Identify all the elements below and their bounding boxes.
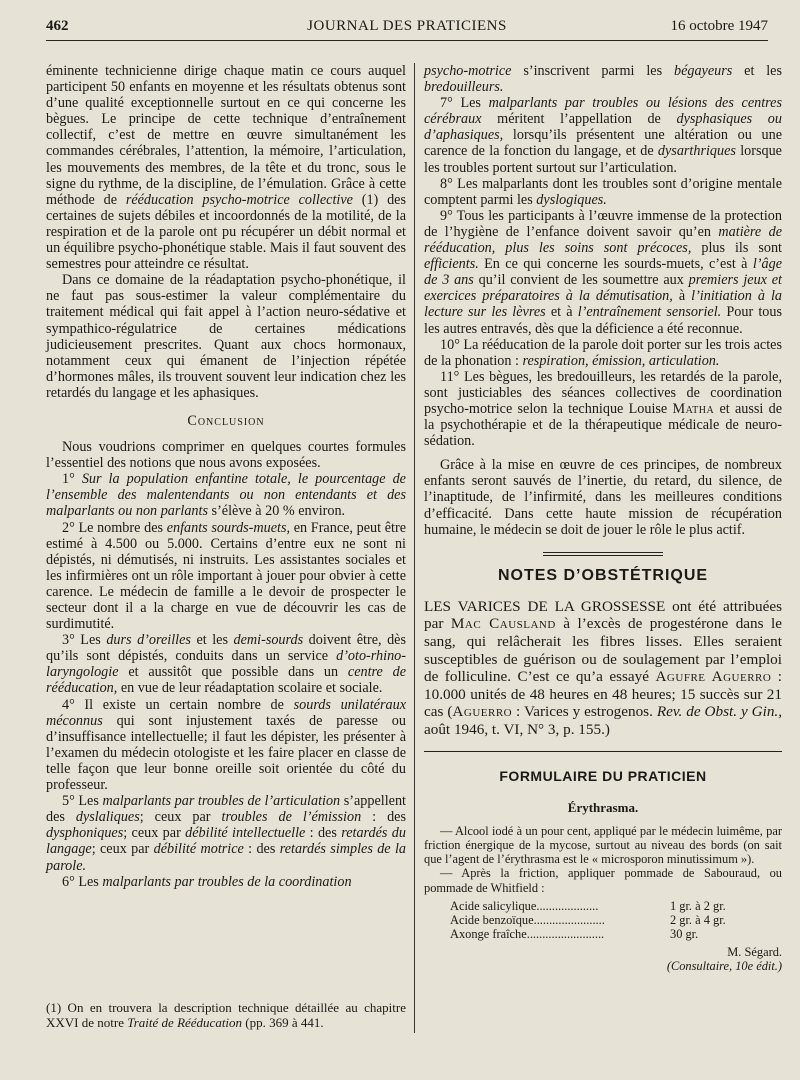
page-number: 462 <box>46 18 69 34</box>
conclusion-point-3 <box>46 632 406 696</box>
text-run: dysphoniques <box>46 825 124 842</box>
erythrasma-title: Érythrasma. <box>567 799 639 815</box>
text-run: Rev. de Obst. y Gin., <box>656 703 783 721</box>
conclusion-point-7 <box>424 95 782 175</box>
text-run: lorsque les troubles portent surtout sur l’articulation. <box>424 143 782 176</box>
text-run: en France, peut être estimé à 4.500 ou 5.000. Certains d’entre eux ne sont ni dépistés, ni démutisés, ni instruits. Les assistantes sociales et les infirmières ont un rôle important à jouer pour obvier à cette carence. Le médecin de famille a le devoir de prospecter le secteur dont il a la charge en vue de découvrir les cas de surdimutité. <box>46 519 406 633</box>
paragraph-readaptation: Dans ce domaine de la réadaptation psycho-phonétique, il ne faut pas sous-estimer la valeur complémentaire du traitement médical qui fait appel à l’action neuro-sédative et sympathico-régulatrice de certaines médications judicieusement prescrites. Quant aux chocs hormonaux, notamment ceux qui émanent de l’injection répétée d’hormones mâles, ils trouvent souvent leur indication chez les retardés du langage et les aphasiques. <box>46 272 406 401</box>
formulaire-text-2: — Après la friction, appliquer pommade de Sabouraud, ou pommade de Whitfield : <box>424 866 782 895</box>
text-run: psycho-motrice <box>424 63 512 79</box>
paragraph-technique <box>46 63 406 272</box>
text-run: août 1946, t. VI, N° 3, p. 155.) <box>424 720 610 738</box>
journal-title: JOURNAL DES PRATICIENS <box>307 18 507 34</box>
formulaire-rule <box>424 751 782 758</box>
text-run: demi-sourds <box>233 632 304 649</box>
left-column <box>46 63 406 1048</box>
text-run: d’oto-rhino-laryngologie <box>46 648 406 681</box>
text-run: s’élève à 20 % environ. <box>208 503 346 520</box>
text-run: 10° La rééducation de la parole doit porter sur les trois actes de la phonation : <box>424 336 782 369</box>
text-run: 4° Il existe un certain nombre de <box>62 696 294 713</box>
column-divider <box>414 63 415 1033</box>
text-run: 8° Les malparlants dont les troubles sont d’origine mentale comptent parmi les <box>424 175 782 208</box>
conclusion-point-8 <box>424 176 782 208</box>
author-signature: M. Ségard. <box>727 944 782 959</box>
text-run: doivent être, dès qu’ils sont dépistés, conduits dans un service <box>46 632 406 665</box>
text-run: bégayeurs <box>673 63 733 79</box>
text-run: 5° Les <box>62 793 103 810</box>
text-run: ; ceux par <box>91 841 154 858</box>
text-run: et les <box>190 632 234 649</box>
text-run: méritent l’appellation de <box>481 111 677 128</box>
text-run: enfants sourds-muets, <box>166 519 291 536</box>
text-run: malparlants par troubles de l’articulation <box>102 793 341 810</box>
text-run: l’âge de 3 ans <box>424 256 782 289</box>
paragraph-conclusion-intro: Nous voudrions comprimer en quelques courtes formules l’essentiel des notions que nous avons exposées. <box>46 439 406 472</box>
footnote <box>46 1000 406 1030</box>
issue-date: 16 octobre 1947 <box>670 18 768 34</box>
conclusion-point-9 <box>424 208 782 337</box>
conclusion-point-6 <box>46 874 406 890</box>
text-run: à l’excès de progestérone dans le sang, qui relâcherait les fibres lisses. Elles seraient susceptibles de guérison ou de soulagement par l’emploi de folliculine. C’est ce qu’a essayé <box>424 615 782 686</box>
text-run: (1) On en trouvera la description technique détaillée au chapitre XXVI de notre <box>46 1000 406 1030</box>
varices-article <box>424 598 782 739</box>
text-run: Traité de Rééducation <box>127 1015 243 1030</box>
text-run: bredouilleurs. <box>424 79 504 96</box>
text-run: sourds unilatéraux méconnus <box>46 696 406 729</box>
text-run: et aussitôt que possible dans un <box>118 664 348 681</box>
closing-paragraph: Grâce à la mise en œuvre de ces principes, de nombreux enfants seront sauvés de l’inertie, du retard, du silence, de l’inaptitude, de l’infirmité, dans les meilleures conditions d’efficacité. Dans cette haute mission de récupération humaine, le médecin se doit de jouer le rôle le plus actif. <box>424 457 782 538</box>
ingredient-row <box>450 899 780 913</box>
text-run: : 10.000 unités de 48 heures en 48 heures; 15 succès sur 21 cas ( <box>424 668 782 721</box>
right-column <box>424 63 782 1053</box>
text-run: LES VARICES DE LA GROSSESSE ont été attribuées par <box>424 597 782 633</box>
conclusion-point-2 <box>46 520 406 633</box>
text-run: 11° Les bègues, les bredouilleurs, les retardés de la parole, sont justiciables des séances collectives de coordination psycho-motrice selon la technique Louise <box>424 368 782 417</box>
conclusion-point-5 <box>46 793 406 873</box>
text-run: retardés simples de la parole. <box>46 841 406 874</box>
page-header <box>46 16 768 41</box>
ingredient-row <box>450 913 780 927</box>
text-run: et à <box>545 304 578 321</box>
conclusion-point-10 <box>424 337 782 369</box>
text-run: : Varices y estrogenos. <box>512 703 657 721</box>
source-reference: (Consultaire, 10e édit.) <box>666 959 782 974</box>
text-run: dyslaliques <box>75 809 140 826</box>
conclusion-point-6-continued <box>424 63 782 95</box>
text-run: En ce qui concerne les sourds-muets, c’est à <box>478 256 753 273</box>
text-run: : des <box>243 841 280 858</box>
text-run: et les <box>732 63 783 79</box>
text-run: 1° <box>62 471 82 488</box>
text-run: matière de rééducation, plus les soins sont précoces, <box>424 223 783 257</box>
text-run: respiration, émission, articulation. <box>522 352 720 369</box>
text-run: éminente technicienne dirige chaque matin ce cours auquel participent 50 enfants en moyenne et les résultats obtenus sont d’une qualité exceptionnelle surtout en ce qui concerne les bègues. Le principe de cette technique d’entraînement collectif, c’est de mettre en œuvre simultanément les commandes cérébrales, l’attention, la mémoire, l’articulation, les mouvements des membres, de la tête et du tronc, sous le signe du rythme, de la discipline, de l’émulation. Grâce à cette méthode de <box>46 63 406 208</box>
ingredient-name: Acide benzoïque....................... <box>450 912 605 927</box>
text-run: dyslogiques. <box>536 191 607 208</box>
notes-obstetrique-heading: NOTES D’OBSTÉTRIQUE <box>497 566 709 584</box>
section-divider <box>543 552 663 556</box>
text-run: durs d’oreilles <box>106 632 191 649</box>
conclusion-point-1 <box>46 471 406 519</box>
text-run: à <box>672 288 692 305</box>
conclusion-heading: Conclusion <box>187 412 265 429</box>
text-run: troubles de l’émission <box>221 809 362 826</box>
text-run: Matha <box>672 400 715 417</box>
text-run: Mac Causland <box>450 615 556 633</box>
conclusion-point-11 <box>424 369 782 449</box>
text-run: ; ceux par <box>123 825 186 842</box>
text-run: en vue de leur réadaptation scolaire et sociale. <box>117 680 383 697</box>
text-run: l’entraînement sensoriel. <box>577 304 722 321</box>
text-run: 9° Tous les participants à l’œuvre immense de la protection de l’hygiène de l’enfance doivent savoir qu’en <box>424 207 782 240</box>
text-run: : des <box>305 825 342 842</box>
text-run: centre de rééducation, <box>46 664 407 697</box>
ingredient-quantity: 30 gr. <box>670 926 699 941</box>
text-run: Agufre Aguerro <box>655 668 772 686</box>
formulaire-text-1: — Alcool iodé à un pour cent, appliqué par le médecin luimême, par friction énergique de la mycose, surtout au niveau des bords (on sait que l’agent de l’érythrasma est le « microsporon minutissimum »). <box>424 823 782 867</box>
text-run: dysarthriques <box>657 143 736 160</box>
text-run: 7° Les <box>440 95 489 112</box>
text-run: : des <box>361 809 406 826</box>
ingredient-quantity: 1 gr. à 2 gr. <box>670 898 726 913</box>
text-run: plus ils sont <box>691 240 782 257</box>
text-run: débilité motrice <box>153 841 244 858</box>
ingredient-name: Acide salicylique.................... <box>450 898 599 913</box>
text-run: efficients. <box>424 256 479 273</box>
text-run: s’inscrivent parmi les <box>511 63 674 79</box>
text-run: 2° Le nombre des <box>62 519 167 536</box>
text-run: malparlants par troubles ou lésions des centres cérébraux <box>424 95 782 128</box>
text-run: dysphasiques ou d’aphasiques, <box>424 111 782 144</box>
text-run: (pp. 369 à 441. <box>242 1015 324 1030</box>
text-run: Pour tous les autres entravés, dès que la déficience a été reconnue. <box>424 304 782 337</box>
text-run: (1) des certaines de sujets débiles et incoordonnés de la motilité, de la respiration et de la parole ont pu récupérer un débit normal et un équilibre psycho-phonétique stable. Mais il faut souvent des semestres pour atteindre ce résultat. <box>46 191 406 273</box>
text-run: l’initiation à la lecture sur les lèvres <box>424 288 782 321</box>
text-run: s’appellent des <box>46 793 406 826</box>
text-run: lorsqu’ils présentent une altération ou une carence de la fonction du langage, et de <box>424 127 782 160</box>
text-run: et aussi de la psychothérapie et de la thérapeutique médicale de neuro-sédation. <box>424 400 782 450</box>
text-run: premiers jeux et exercices préparatoires à la démutisation, <box>424 272 783 305</box>
ingredient-quantity: 2 gr. à 4 gr. <box>670 912 726 927</box>
ingredient-name: Axonge fraîche......................... <box>450 926 605 941</box>
text-run: malparlants par troubles de la coordination <box>102 873 352 890</box>
text-run: Sur la population enfantine totale, le pourcentage de l’ensemble des malentendants ou non entendants et des malparlants ou non parlants <box>46 471 406 520</box>
text-run: retardés du langage <box>46 825 406 858</box>
ingredient-row <box>450 927 780 941</box>
text-run: qu’il convient de les soumettre aux <box>473 272 689 289</box>
text-run: ; ceux par <box>139 809 222 826</box>
text-run: débilité intellectuelle <box>185 825 306 842</box>
formulaire-heading: FORMULAIRE DU PRATICIEN <box>499 767 707 784</box>
text-run: 3° Les <box>62 632 107 649</box>
conclusion-point-4 <box>46 697 406 794</box>
text-run: qui sont injustement taxés de paresse ou d’insuffisance intellectuelle; il faut les dépister, les présenter à l’examen du médecin otologiste et les faire placer en classe de telle façon que leur bonne oreille soit orientée du côté du professeur. <box>46 712 406 794</box>
text-run: rééducation psycho-motrice collective <box>125 191 353 208</box>
ingredient-list <box>450 899 780 941</box>
text-run: 6° Les <box>62 873 103 890</box>
text-run: Aguerro <box>452 703 513 721</box>
